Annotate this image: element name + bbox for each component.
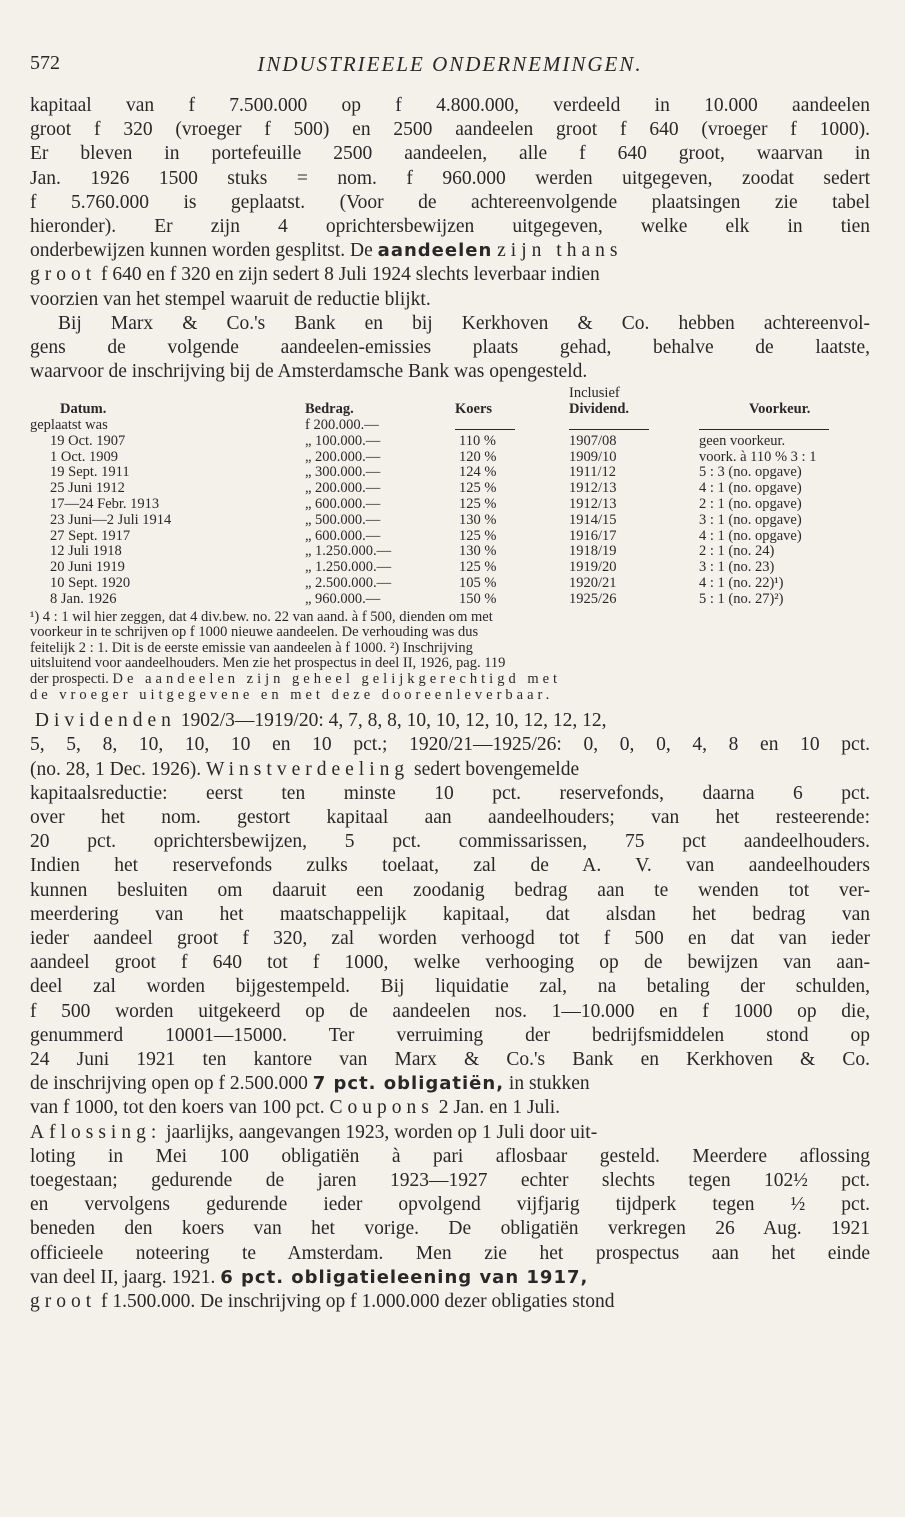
page-number: 572 [30,52,60,74]
cell-div: 1925/26 [569,590,617,607]
note-line: feitelijk 2 : 1. Dit is de eerste emissie van aandeelen à f 1000. ²) Inschrijving [30,639,473,656]
text-run: de inschrijving open op f 2.500.000 [30,1073,308,1095]
cell-div: 1907/08 [569,432,617,449]
bold-term-obligatieleening: 6 pct. obligatieleening van 1917, [220,1266,589,1288]
cell-date: 27 Sept. 1917 [50,527,131,544]
cell-pref: 3 : 1 (no. opgave) [699,511,802,528]
cell-koers: 120 % [459,448,497,465]
dividend-paragraph [30,709,870,1314]
cell-koers: 124 % [459,464,497,481]
cell-amount: „ 1.250.000.— [305,543,392,560]
cell-pref: geen voorkeur. [699,432,786,449]
cell-koers: 150 % [459,590,497,607]
note-line: voorkeur in te schrijven op f 1000 nieuwe aandeelen. De verhouding was dus [30,624,479,641]
text-line [30,1096,870,1120]
cell-pref: 4 : 1 (no. 22)¹) [699,575,784,591]
text-line [30,1121,870,1145]
text-line: Jan. 1926 1500 stuks = nom. f 960.000 werden uitgegeven, zoodat sedert [30,167,870,189]
cell-amount: „ 300.000.— [305,464,381,481]
table-row [30,513,870,529]
cell-date: 19 Oct. 1907 [50,432,126,449]
capital-paragraph [30,94,870,312]
cell-date: 1 Oct. 1909 [50,448,119,465]
spaced-text: Dividenden [34,710,176,732]
text-line: kapitaalsreductie: eerst ten minste 10 pct. reservefonds, daarna 6 pct. [30,782,870,804]
cell-div: 1914/15 [569,511,617,528]
cell-date: 23 Juni—2 Juli 1914 [50,511,172,528]
table-row [30,544,870,560]
text-line: aandeel groot f 640 tot f 1000, welke verhooging op de bewijzen van aan- [30,952,870,974]
table-row [30,497,870,513]
cell-pref: 5 : 3 (no. opgave) [699,464,802,481]
cell-koers: 130 % [459,511,497,528]
note-line [30,672,870,688]
cell-koers: 125 % [459,527,497,544]
text-run: 2 Jan. en 1 Juli. [438,1097,561,1119]
header-dividend: Dividend. [569,401,630,418]
cell-amount: f 200.000.— [305,417,379,434]
text-line [30,239,870,263]
text-run: jaarlijks, aangevangen 1923, worden op 1 Juli door uit- [166,1121,598,1143]
cell-div: 1911/12 [569,464,616,481]
text-line: Er bleven in portefeuille 2500 aandeelen, alle f 640 groot, waarvan in [30,143,870,165]
note-run: der prospecti. [30,670,109,687]
table-header-row [30,386,870,402]
cell-date: geplaatst was [30,417,108,434]
cell-amount: „ 100.000.— [305,432,381,449]
cell-amount: „ 1.250.000.— [305,559,392,576]
cell-pref: 3 : 1 (no. 23) [699,559,775,576]
spaced-text: Aflossing: [30,1121,162,1143]
table-header-row [30,402,870,418]
text-line: 24 Juni 1921 ten kantore van Marx & Co.'s Bank en Kerkhoven & Co. [30,1049,870,1070]
cell-div: 1918/19 [569,543,617,560]
cell-date: 10 Sept. 1920 [50,575,131,591]
cell-pref: voork. à 110 % 3 : 1 [699,448,817,465]
text-line [30,1290,870,1314]
text-line: Bij Marx & Co.'s Bank en bij Kerkhoven & Co. hebben achtereenvol- [58,312,870,334]
text-line: 5, 5, 8, 10, 10, 10 en 10 pct.; 1920/21—1925/26: 0, 0, 0, 4, 8 en 10 pct. [30,734,870,756]
cell-date: 8 Jan. 1926 [50,590,117,607]
running-title: INDUSTRIEELE ONDERNEMINGEN. [257,52,643,76]
cell-div: 1912/13 [569,480,617,497]
cell-pref: 2 : 1 (no. opgave) [699,496,802,513]
cell-koers: 125 % [459,559,497,576]
cell-koers: 130 % [459,543,497,560]
table-row [30,481,870,497]
text-line: gens de volgende aandeelen-emissies plaats gehad, behalve de laatste, [30,337,870,359]
header-inclusief: Inclusief [569,385,620,402]
bold-term-obligatien: 7 pct. obligatiën, [312,1073,505,1095]
cell-div: 1919/20 [569,559,617,576]
note-line: uitsluitend voor aandeelhouders. Men zie het prospectus in deel II, 1926, pag. 119 [30,655,506,672]
text-line: beneden den koers van het vorige. De obligatiën verkregen 26 Aug. 1921 [30,1218,870,1240]
header-datum: Datum. [60,401,107,418]
cell-koers: 110 % [459,432,496,449]
text-line: hieronder). Er zijn 4 oprichtersbewijzen uitgegeven, welke elk in tien [30,216,870,238]
cell-div: 1920/21 [569,575,617,591]
text-line: meerdering van het maatschappelijk kapitaal, dat alsdan het bedrag van [30,903,870,925]
text-run: f 1.500.000. De inschrijving op f 1.000.000 dezer obligaties stond [101,1291,615,1313]
cell-pref: 4 : 1 (no. opgave) [699,527,802,544]
cell-pref: 5 : 1 (no. 27)²) [699,590,784,607]
table-row [30,450,870,466]
cell-amount: „ 200.000.— [305,480,381,497]
emissions-table [30,386,870,607]
table-row [30,418,870,434]
cell-amount: „ 600.000.— [305,496,381,513]
text-line: Indien het reservefonds zulks toelaat, zal de A. V. van aandeelhouders [30,855,870,877]
text-line: en vervolgens gedurende ieder opvolgend vijfjarig tijdperk tegen ½ pct. [30,1194,870,1216]
text-line: loting in Mei 100 obligatiën à pari aflosbaar gesteld. Meerdere aflossing [30,1145,870,1167]
table-row [30,529,870,545]
text-run: van f 1000, tot den koers van 100 pct. [30,1097,325,1119]
cell-div: 1912/13 [569,496,617,513]
spaced-note: de vroeger uitgegevene en met deze dooreenleverbaar. [30,686,554,703]
emissions-intro-paragraph [30,312,870,385]
text-line: f 5.760.000 is geplaatst. (Voor de achtereenvolgende plaatsingen zie tabel [30,191,870,213]
spaced-text: groot [30,264,97,286]
cell-koers: 125 % [459,480,497,497]
cell-koers: 105 % [459,575,497,591]
cell-div: 1909/10 [569,448,617,465]
text-line: voorzien van het stempel waaruit de reductie blijkt. [30,288,431,310]
table-row [30,592,870,608]
cell-date: 25 Juni 1912 [50,480,125,497]
table-row [30,560,870,576]
text-run: 1902/3—1919/20: 4, 7, 8, 8, 10, 10, 12, 10, 12, 12, 12, [180,710,607,732]
text-line [30,1072,870,1096]
spaced-note: De aandeelen zijn geheel gelijkgerechtigd met [112,670,562,687]
cell-date: 20 Juni 1919 [50,559,125,576]
spaced-text: zijn thans [497,240,623,262]
text-line [30,263,870,287]
text-line: genummerd 10001—15000. Ter verruiming der bedrijfsmiddelen stond op [30,1024,870,1046]
cell-amount: „ 600.000.— [305,527,381,544]
text-line: kapitaal van f 7.500.000 op f 4.800.000, verdeeld in 10.000 aandeelen [30,95,870,116]
text-line: groot f 320 (vroeger f 500) en 2500 aandeelen groot f 640 (vroeger f 1000). [30,119,870,141]
table-row [30,434,870,450]
text-line: waarvoor de inschrijving bij de Amsterdamsche Bank was opengesteld. [30,361,588,383]
text-run: f 640 en f 320 en zijn sedert 8 Juli 1924 slechts leverbaar indien [101,264,600,286]
text-run: van deel II, jaarg. 1921. [30,1266,216,1288]
page-header [30,44,870,94]
text-run: onderbewijzen kunnen worden gesplitst. De [30,240,373,262]
cell-pref: 2 : 1 (no. 24) [699,543,775,560]
header-koers: Koers [455,401,493,418]
spaced-text: Winstverdeeling [206,758,410,780]
bold-term-aandeelen: aandeelen [377,240,493,262]
table-row [30,465,870,481]
spaced-text: groot [30,1291,97,1313]
spaced-text: Coupons [329,1097,434,1119]
text-line: ieder aandeel groot f 320, zal worden verhoogd tot f 500 en dat van ieder [30,927,870,949]
text-line: 20 pct. oprichtersbewijzen, 5 pct. commissarissen, 75 pct aandeelhouders. [30,831,870,853]
cell-amount: „ 960.000.— [305,590,381,607]
text-line [30,758,870,782]
cell-pref: 4 : 1 (no. opgave) [699,480,802,497]
text-line: toegestaan; gedurende de jaren 1923—1927 echter slechts tegen 102½ pct. [30,1170,870,1192]
text-line: deel zal worden bijgestempeld. Bij liquidatie zal, na betaling der schulden, [30,976,870,998]
text-line: over het nom. gestort kapitaal aan aandeelhouders; van het resteerende: [30,806,870,828]
text-line: officieele noteering te Amsterdam. Men zie het prospectus aan het einde [30,1242,870,1264]
cell-amount: „ 500.000.— [305,511,381,528]
cell-date: 17—24 Febr. 1913 [50,496,160,513]
cell-date: 12 Juli 1918 [50,543,122,560]
text-run: sedert bovengemelde [413,758,580,780]
header-bedrag: Bedrag. [305,401,354,418]
cell-amount: „ 2.500.000.— [305,575,392,591]
table-row [30,576,870,592]
cell-amount: „ 200.000.— [305,448,381,465]
text-line: kunnen besluiten om daaruit een zoodanig bedrag aan te wenden tot ver- [30,879,870,901]
cell-koers: 125 % [459,496,497,513]
text-run: in stukken [508,1073,590,1095]
text-line: f 500 worden uitgekeerd op de aandeelen nos. 1—10.000 en f 1000 op die, [30,1000,870,1022]
cell-date: 19 Sept. 1911 [50,464,130,481]
text-line [30,709,870,733]
cell-div: 1916/17 [569,527,617,544]
text-line [30,1266,870,1290]
note-line: ¹) 4 : 1 wil hier zeggen, dat 4 div.bew. no. 22 van aand. à f 500, dienden om met [30,608,493,625]
text-run: (no. 28, 1 Dec. 1926). [30,758,202,780]
header-voorkeur: Voorkeur. [749,401,811,418]
table-notes [30,610,870,704]
